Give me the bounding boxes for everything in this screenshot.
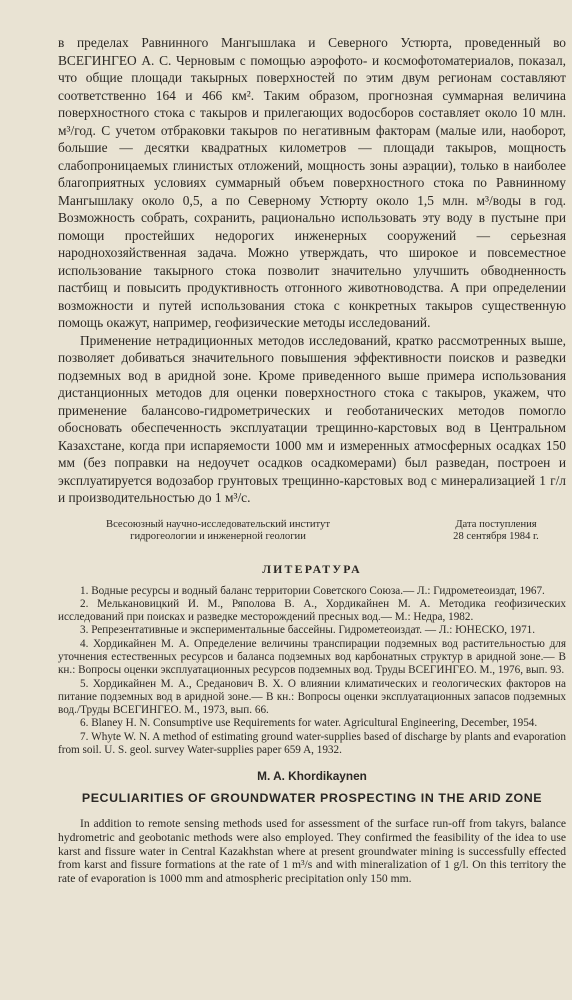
reference-item: 2. Мелькановицкий И. М., Ряполова В. А., Хордикайнен М. А. Методика геофизических исследований при поисках и разведке месторождений пресных вод.— М.: Недра, 1982. xyxy=(58,597,566,624)
references-heading: ЛИТЕРАТУРА xyxy=(262,561,362,576)
institute-line-1: Всесоюзный научно-исследовательский институт xyxy=(106,518,330,530)
reference-item: 5. Хордикайнен М. А., Средaнович В. Х. О влиянии климатических и геологических факторов на питание подземных вод в аридной зоне.— В кн.: Вопросы оценки эксплуатационных запасов подземных вод./Труды ВСЕГИНГЕО. М., 1973, вып. 66. xyxy=(58,677,566,717)
references-list xyxy=(58,585,566,758)
institute-line-2: гидрогеологии и инженерной геологии xyxy=(130,531,306,542)
document-page xyxy=(58,34,566,885)
summary-title: PECULIARITIES OF GROUNDWATER PROSPECTING IN THE ARID ZONE xyxy=(81,791,543,806)
summary-text: In addition to remote sensing methods used for assessment of the surface run-off from takyrs, balance hydrometric and geobotanic methods were also employed. They confirmed the feasibility of the idea to use karst and fissure water in Central Kazakhstan where at present groundwater mining is successfully effected from karst and fissure formations at the rate of 1 m³/s and with mineralization of 1 g/l. On this territory the rate of evaporation is 1000 mm and atmospheric precipitation only 150 mm. xyxy=(58,817,566,885)
received-value: 28 сентября 1984 г. xyxy=(453,531,539,542)
body-paragraph-1: в пределах Равнинного Мангышлака и Северного Устюрта, проведенный во ВСЕГИНГЕО А. С. Черновым с помощью аэрофото- и космофотоматериалов, показал, что общие площади такырных поверхностей по этим двум регионам составляют соответственно 164 и 466 км². Таким образом, прогнозная суммарная величина поверхностного стока с такыров и прилегающих водосборов составляет около 10 млн. м³/год. С учетом отбраковки такыров по негативным факторам (малые или, наоборот, большие — десятки квадратных километров — площади такыров, мощность слабопроницаемых глинистых отложений, мощность зоны аэрации), только в наиболее благоприятных условиях суммарный объем поверхностного стока по Равнинному Мангышлаку около 0,5, а по Северному Устюрту около 1,5 млн. м³/воды в год. Возможность собрать, сохранить, рационально использовать эту воду в пустыне при помощи простейших недорогих инженерных сооружений — серьезная народнохозяйственная задача. Можно утверждать, что широкое и повсеместное использование такырного стока позволит значительно улучшить обводненность пастбищ и повысить продуктивность отгонного животноводства. А при определении возможности и путей использования стока с конкретных такыров существенную помощь окажут, например, геофизические методы исследований. xyxy=(58,35,566,330)
affiliation-block xyxy=(58,519,566,544)
reference-item: 4. Хордикайнен М. А. Определение величины транспирации подземных вод растительностью для уточнения естественных ресурсов и баланса подземных вод карбонатных структур в аридной зоне.— В кн.: Вопросы оценки эксплуатационных ресурсов подземных вод. Труды ВСЕГИНГЕО. М., 1976, вып. 93. xyxy=(58,637,566,677)
received-date xyxy=(426,519,566,544)
body-paragraph-2: Применение нетрадиционных методов исследований, кратко рассмотренных выше, позволяет добиваться значительного повышения эффективности поисков и разведки подземных вод в аридной зоне. Кроме приведенного выше примера использования дистанционных методов для оценки поверхностного стока с такыров, укажем, что применение балансово-гидрометрических и геоботанических методов помогло обосновать обеспеченность эксплуатации трещинно-карстовых вод в Центральном Казахстане, когда при испаряемости 1000 мм и измеренных атмосферных осадках 150 мм (без поправки на недоучет осадков осадкомерами) был разведан, построен и эксплуатируется водозабор грунтовых трещинно-карстовых вод с минерализацией 1 г/л и производительностью до 1 м³/с. xyxy=(58,332,566,505)
reference-item: 3. Репрезентативные и экспериментальные бассейны. Гидрометеоиздат. — Л.: ЮНЕСКО, 1971. xyxy=(80,624,536,637)
institute-name xyxy=(58,519,378,544)
reference-item: 6. Blaney H. N. Consumptive use Requirements for water. Agricultural Engineering, December, 1954. xyxy=(80,717,538,730)
reference-item: 1. Водные ресурсы и водный баланс территории Советского Союза.— Л.: Гидрометеоиздат, 1967. xyxy=(80,584,545,597)
received-label: Дата поступления xyxy=(455,518,537,530)
summary-author: M. A. Khordikaynen xyxy=(257,769,367,784)
reference-item: 7. Whyte W. N. A method of estimating ground water-supplies based of discharge by plants and evaporation from soil. U. S. geol. survey Water-supplies paper 659 A, 1932. xyxy=(58,730,566,757)
